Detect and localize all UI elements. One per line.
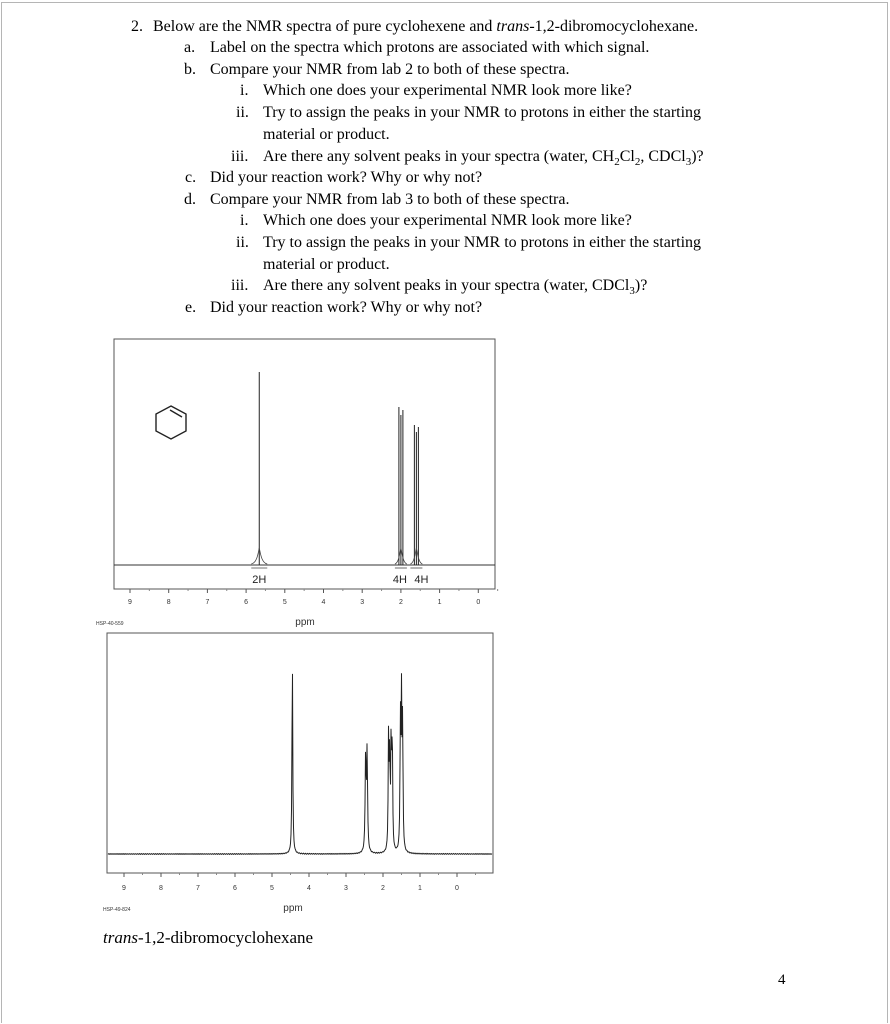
item-a-text: Label on the spectra which protons are associated with which signal. <box>210 39 650 56</box>
spectrum1-tick-label: 7 <box>205 599 210 606</box>
item-d-ii <box>236 233 702 253</box>
caption-rest: -1,2-dibromocyclohexane <box>137 928 314 947</box>
spectrum1-tick-label: 3 <box>360 599 365 606</box>
spectrum1-integral-label: 4H <box>392 574 407 586</box>
b-iii-sub3: 3 <box>685 156 692 169</box>
spectrum1-tick-label: 1 <box>437 599 442 606</box>
item-e-marker: e. <box>185 299 197 316</box>
item-c <box>185 168 483 188</box>
spectrum1-integral-label: 4H <box>414 574 429 586</box>
item-b-ii-marker: ii. <box>236 104 249 121</box>
item-b-iii <box>231 147 704 169</box>
item-d-i-marker: i. <box>240 212 249 229</box>
b-iii-mid: Cl <box>619 148 635 165</box>
item-a-marker: a. <box>184 39 196 56</box>
item-b-ii-text2: material or product. <box>263 126 390 143</box>
question-intro-italic: trans <box>496 18 530 35</box>
item-b-i-text: Which one does your experimental NMR look more like? <box>263 82 632 99</box>
spectrum2-tick-label: 2 <box>381 885 385 892</box>
spectrum2-tick-label: 7 <box>196 885 200 892</box>
b-iii-mid2: , CDCl <box>640 148 686 165</box>
item-b-ii <box>236 103 702 123</box>
item-d-ii-text2: material or product. <box>263 256 390 273</box>
item-d-i <box>240 211 632 231</box>
item-b-text: Compare your NMR from lab 2 to both of these spectra. <box>210 61 570 78</box>
caption-italic: trans <box>103 928 138 947</box>
spectrum1-xlabel: ppm <box>295 617 315 628</box>
spectrum1-tick-label: 4 <box>321 599 326 606</box>
item-d-iii <box>231 276 648 298</box>
page-number: 4 <box>778 972 786 988</box>
item-b-ii-text1: Try to assign the peaks in your NMR to protons in either the starting <box>263 104 702 121</box>
b-iii-sub1: 2 <box>614 156 620 169</box>
spectrum2-tick-label: 5 <box>270 885 274 892</box>
d-iii-sub: 3 <box>629 285 635 298</box>
spectrum2-tick-label: 9 <box>122 885 126 892</box>
spectrum1-tick-label: 9 <box>128 599 132 606</box>
question-intro-end: -1,2-dibromocyclohexane. <box>529 18 699 35</box>
spectrum2-tick-label: 1 <box>418 885 422 892</box>
spectrum1-code: HSP-40-559 <box>96 621 124 627</box>
item-d-marker: d. <box>184 191 196 208</box>
spectrum2-caption <box>103 928 313 948</box>
item-d-i-text: Which one does your experimental NMR look more like? <box>263 212 632 229</box>
item-e <box>185 298 483 318</box>
question-number: 2. <box>131 18 143 35</box>
spectrum2-tick-label: 4 <box>307 885 311 892</box>
b-iii-sub2: 2 <box>634 156 641 169</box>
item-c-marker: c. <box>185 169 197 186</box>
spectrum1-tick-label: 5 <box>282 599 287 606</box>
item-a <box>184 38 650 58</box>
d-iii-before: Are there any solvent peaks in your spectra (water, CDCl <box>263 277 630 294</box>
item-b-marker: b. <box>184 61 196 78</box>
item-d-ii-marker: ii. <box>236 234 249 251</box>
spectrum2-code: HSP-49-824 <box>103 907 131 913</box>
question-2 <box>131 17 698 37</box>
spectrum2-tick-label: 3 <box>344 885 348 892</box>
item-b-i <box>240 81 632 101</box>
spectrum2-tick-label: 6 <box>233 885 237 892</box>
item-b-iii-marker: iii. <box>231 148 249 165</box>
spectrum2-xlabel: ppm <box>283 903 303 914</box>
b-iii-after: )? <box>691 148 704 165</box>
item-d-text: Compare your NMR from lab 3 to both of these spectra. <box>210 191 570 208</box>
item-d-iii-marker: iii. <box>231 277 249 294</box>
item-d <box>184 190 570 210</box>
item-d-ii-text1: Try to assign the peaks in your NMR to protons in either the starting <box>263 234 702 251</box>
spectrum2-tick-label: 0 <box>455 885 459 892</box>
spectrum2-tick-label: 8 <box>159 885 163 892</box>
spectrum1-tick-label: 6 <box>244 599 249 606</box>
question-intro: Below are the NMR spectra of pure cyclohexene and <box>153 18 497 35</box>
item-e-text: Did your reaction work? Why or why not? <box>210 299 483 316</box>
spectrum1-tick-label: 2 <box>398 599 403 606</box>
b-iii-before: Are there any solvent peaks in your spectra (water, CH <box>263 148 615 165</box>
item-c-text: Did your reaction work? Why or why not? <box>210 169 483 186</box>
spectrum1-integral-label: 2H <box>252 574 267 586</box>
spectrum1-tick-label: 0 <box>476 599 481 606</box>
item-b <box>184 60 570 80</box>
d-iii-after: )? <box>634 277 648 294</box>
spectrum1-tick-label: 8 <box>166 599 171 606</box>
item-b-i-marker: i. <box>240 82 249 99</box>
